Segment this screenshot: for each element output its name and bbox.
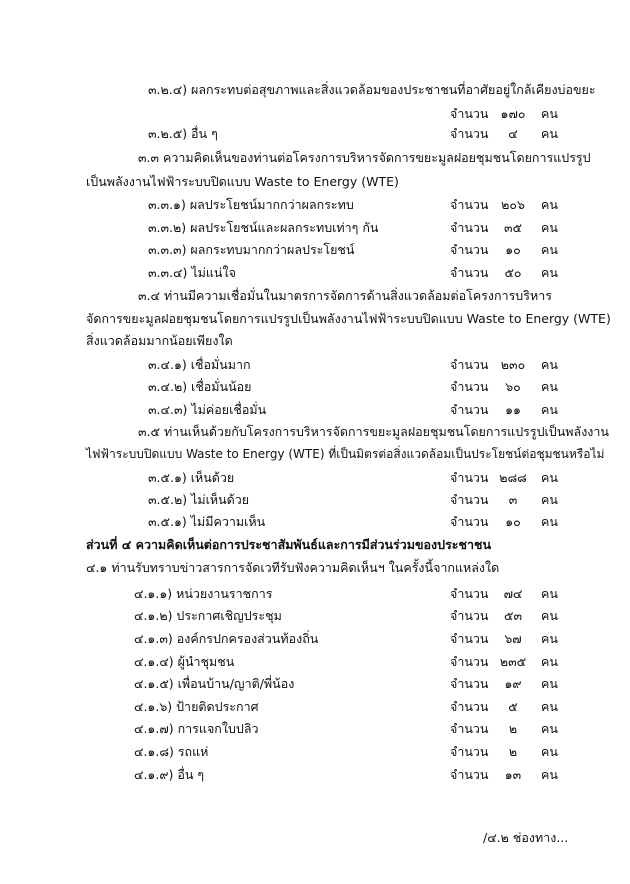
item-3-2-4-label: ๓.๒.๔) ผลกระทบต่อสุขภาพและสิ่งแวดล้อมของประชาชนที่อาศัยอยู่ใกล้เคียงบ่อขยะ xyxy=(148,82,596,97)
count-value: ๒๘๘ xyxy=(499,470,527,485)
count-word: จำนวน xyxy=(450,242,489,257)
list-item-label: ๓.๕.๒) ไม่เห็นด้วย xyxy=(148,492,250,507)
count-word: จำนวน xyxy=(450,631,489,646)
count-word: จำนวน xyxy=(450,767,489,782)
count-word: จำนวน xyxy=(450,492,489,507)
list-item-label: ๓.๔.๑) เชื่อมั่นมาก xyxy=(148,357,251,372)
count-word: จำนวน xyxy=(450,402,489,417)
count-word: จำนวน xyxy=(450,721,489,736)
list-item-label: ๔.๑.๑) หน่วยงานราชการ xyxy=(134,586,273,601)
count-word: จำนวน xyxy=(450,514,489,529)
section-4-heading: ส่วนที่ ๔ ความคิดเห็นต่อการประชาสัมพันธ์และการมีส่วนร่วมของประชาชน xyxy=(86,537,492,552)
count-word: จำนวน xyxy=(450,106,489,121)
list-item-label: ๓.๔.๒) เชื่อมั่นน้อย xyxy=(148,379,252,394)
page-continuation-note: /๔.๒ ช่องทาง... xyxy=(483,830,569,845)
count-unit: คน xyxy=(541,197,558,212)
list-item-label: ๔.๑.๓) องค์กรปกครองส่วนท้องถิ่น xyxy=(134,631,319,646)
count-value: ๔ xyxy=(508,126,518,141)
list-item-label: ๓.๕.๑) เห็นด้วย xyxy=(148,470,235,485)
count-word: จำนวน xyxy=(450,126,489,141)
question-3-4-line1: ๓.๔ ท่านมีความเชื่อมั่นในมาตรการจัดการด้านสิ่งแวดล้อมต่อโครงการบริหาร xyxy=(138,288,552,303)
count-value: ๑๙ xyxy=(504,676,522,691)
count-unit: คน xyxy=(541,265,558,280)
list-item-label: ๓.๓.๓) ผลกระทบมากกว่าผลประโยชน์ xyxy=(148,242,355,257)
question-3-5-line1: ๓.๕ ท่านเห็นด้วยกับโครงการบริหารจัดการขยะมูลฝอยชุมชนโดยการแปรรูปเป็นพลังงาน xyxy=(138,424,609,439)
count-unit: คน xyxy=(541,492,558,507)
count-word: จำนวน xyxy=(450,379,489,394)
count-value: ๑๐ xyxy=(505,514,521,529)
question-3-3-line1: ๓.๓ ความคิดเห็นของท่านต่อโครงการบริหารจัดการขยะมูลฝอยชุมชนโดยการแปรรูป xyxy=(138,150,591,165)
count-value: ๒๓๕ xyxy=(499,654,527,669)
list-item-label: ๔.๑.๔) ผู้นำชุมชน xyxy=(134,654,235,669)
question-4-1: ๔.๑ ท่านรับทราบข่าวสารการจัดเวทีรับฟังความคิดเห็นฯ ในครั้งนี้จากแหล่งใด xyxy=(86,560,500,575)
count-value: ๑๐ xyxy=(505,242,521,257)
list-item-label: ๓.๕.๑) ไม่มีความเห็น xyxy=(148,514,266,529)
count-unit: คน xyxy=(541,767,558,782)
list-item-label: ๔.๑.๒) ประกาศเชิญประชุม xyxy=(134,608,282,623)
count-value: ๑๑ xyxy=(505,402,521,417)
count-value: ๕ xyxy=(508,699,518,714)
count-unit: คน xyxy=(541,721,558,736)
list-item-label: ๔.๑.๘) รถแห่ xyxy=(134,744,209,759)
count-unit: คน xyxy=(541,586,558,601)
count-word: จำนวน xyxy=(450,654,489,669)
question-3-3-line2: เป็นพลังงานไฟฟ้าระบบปิดแบบ Waste to Energy (WTE) xyxy=(86,174,399,189)
list-item-label: ๔.๑.๗) การแจกใบปลิว xyxy=(134,721,259,736)
question-3-4-line2: จัดการขยะมูลฝอยชุมชนโดยการแปรรูปเป็นพลังงานไฟฟ้าระบบปิดแบบ Waste to Energy (WTE) xyxy=(86,311,611,326)
list-item-label: ๔.๑.๙) อื่น ๆ xyxy=(134,767,205,782)
count-unit: คน xyxy=(541,699,558,714)
count-unit: คน xyxy=(541,514,558,529)
count-word: จำนวน xyxy=(450,608,489,623)
count-value: ๒๓๐ xyxy=(500,357,526,372)
count-unit: คน xyxy=(541,608,558,623)
count-unit: คน xyxy=(541,744,558,759)
list-item-label: ๓.๔.๓) ไม่ค่อยเชื่อมั่น xyxy=(148,402,267,417)
count-word: จำนวน xyxy=(450,586,489,601)
list-item-label: ๓.๓.๑) ผลประโยชน์มากกว่าผลกระทบ xyxy=(148,197,354,212)
count-unit: คน xyxy=(541,220,558,235)
count-word: จำนวน xyxy=(450,699,489,714)
count-word: จำนวน xyxy=(450,197,489,212)
question-3-5-line2: ไฟฟ้าระบบปิดแบบ Waste to Energy (WTE) ที่เป็นมิตรต่อสิ่งแวดล้อมเป็นประโยชน์ต่อชุมชนหรือไม่ xyxy=(86,447,605,461)
count-unit: คน xyxy=(541,379,558,394)
count-unit: คน xyxy=(541,106,558,121)
count-word: จำนวน xyxy=(450,220,489,235)
count-value: ๕๐ xyxy=(504,265,522,280)
count-word: จำนวน xyxy=(450,265,489,280)
list-item-label: ๓.๓.๔) ไม่แน่ใจ xyxy=(148,265,236,280)
count-unit: คน xyxy=(541,126,558,141)
count-word: จำนวน xyxy=(450,357,489,372)
count-unit: คน xyxy=(541,654,558,669)
count-value: ๑๓ xyxy=(504,767,522,782)
count-value: ๓๕ xyxy=(503,220,522,235)
count-unit: คน xyxy=(541,470,558,485)
count-value: ๖๐ xyxy=(505,379,521,394)
count-value: ๒๐๖ xyxy=(501,197,525,212)
list-item-label: ๔.๑.๕) เพื่อนบ้าน/ญาติ/พี่น้อง xyxy=(134,676,295,691)
count-word: จำนวน xyxy=(450,676,489,691)
count-value: ๑๗๐ xyxy=(500,106,526,121)
count-unit: คน xyxy=(541,357,558,372)
item-3-2-5-label: ๓.๒.๕) อื่น ๆ xyxy=(148,126,218,141)
list-item-label: ๓.๓.๒) ผลประโยชน์และผลกระทบเท่าๆ กัน xyxy=(148,220,379,235)
list-item-label: ๔.๑.๖) ป้ายติดประกาศ xyxy=(134,699,259,714)
count-value: ๓ xyxy=(508,492,518,507)
count-unit: คน xyxy=(541,402,558,417)
count-unit: คน xyxy=(541,631,558,646)
count-unit: คน xyxy=(541,242,558,257)
count-value: ๒ xyxy=(508,744,518,759)
question-3-4-line3: สิ่งแวดล้อมมากน้อยเพียงใด xyxy=(86,333,233,348)
count-value: ๖๗ xyxy=(504,631,522,646)
count-value: ๗๔ xyxy=(503,586,523,601)
count-value: ๒ xyxy=(508,721,518,736)
count-word: จำนวน xyxy=(450,744,489,759)
count-word: จำนวน xyxy=(450,470,489,485)
count-value: ๕๓ xyxy=(503,608,522,623)
count-unit: คน xyxy=(541,676,558,691)
